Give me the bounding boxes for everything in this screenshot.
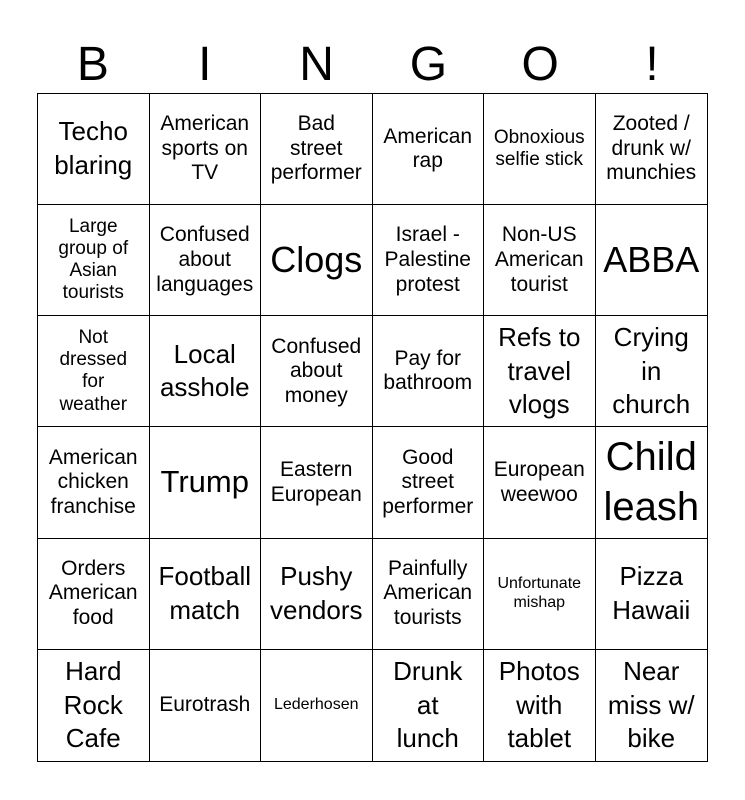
- bingo-card-grid: [37, 93, 708, 762]
- bingo-cell[interactable]: European weewoo: [484, 427, 596, 538]
- bingo-cell[interactable]: Not dressed for weather: [38, 316, 150, 427]
- bingo-cell[interactable]: American rap: [373, 94, 485, 205]
- bingo-cell[interactable]: Confused about money: [261, 316, 373, 427]
- bingo-cell[interactable]: American chicken franchise: [38, 427, 150, 538]
- bingo-cell[interactable]: Pizza Hawaii: [596, 539, 708, 650]
- header-letter-exclamation: !: [645, 38, 659, 91]
- bingo-cell[interactable]: Zooted / drunk w/ munchies: [596, 94, 708, 205]
- bingo-cell[interactable]: Unfortunate mishap: [484, 539, 596, 650]
- bingo-cell[interactable]: Clogs: [261, 205, 373, 316]
- bingo-cell[interactable]: Bad street performer: [261, 94, 373, 205]
- bingo-cell[interactable]: ABBA: [596, 205, 708, 316]
- header-letter-b: B: [76, 38, 109, 91]
- bingo-cell[interactable]: Eurotrash: [150, 650, 262, 761]
- bingo-cell[interactable]: Drunk at lunch: [373, 650, 485, 761]
- bingo-cell[interactable]: Eastern European: [261, 427, 373, 538]
- header-letter-i: I: [198, 38, 212, 91]
- bingo-cell[interactable]: Child leash: [596, 427, 708, 538]
- bingo-cell[interactable]: Orders American food: [38, 539, 150, 650]
- bingo-cell[interactable]: Refs to travel vlogs: [484, 316, 596, 427]
- bingo-cell[interactable]: Lederhosen: [261, 650, 373, 761]
- bingo-cell[interactable]: Pushy vendors: [261, 539, 373, 650]
- bingo-cell[interactable]: Israel - Palestine protest: [373, 205, 485, 316]
- bingo-cell[interactable]: Large group of Asian tourists: [38, 205, 150, 316]
- bingo-cell[interactable]: Obnoxious selfie stick: [484, 94, 596, 205]
- bingo-cell[interactable]: Football match: [150, 539, 262, 650]
- header-letter-n: N: [299, 38, 334, 91]
- header-letter-o: O: [521, 38, 559, 91]
- bingo-cell[interactable]: Techo blaring: [38, 94, 150, 205]
- header-letter-g: G: [409, 38, 448, 91]
- bingo-cell[interactable]: Photos with tablet: [484, 650, 596, 761]
- bingo-cell[interactable]: Local asshole: [150, 316, 262, 427]
- bingo-cell[interactable]: Crying in church: [596, 316, 708, 427]
- bingo-header: [37, 36, 708, 94]
- bingo-cell[interactable]: American sports on TV: [150, 94, 262, 205]
- bingo-cell[interactable]: Near miss w/ bike: [607, 655, 695, 754]
- bingo-cell[interactable]: Painfully American tourists: [373, 539, 485, 650]
- bingo-cell[interactable]: Pay for bathroom: [373, 316, 485, 427]
- bingo-cell[interactable]: Good street performer: [373, 427, 485, 538]
- bingo-cell[interactable]: Hard Rock Cafe: [38, 650, 150, 761]
- bingo-cell[interactable]: Trump: [150, 427, 262, 538]
- bingo-cell[interactable]: Non-US American tourist: [484, 205, 596, 316]
- bingo-cell[interactable]: Confused about languages: [150, 205, 262, 316]
